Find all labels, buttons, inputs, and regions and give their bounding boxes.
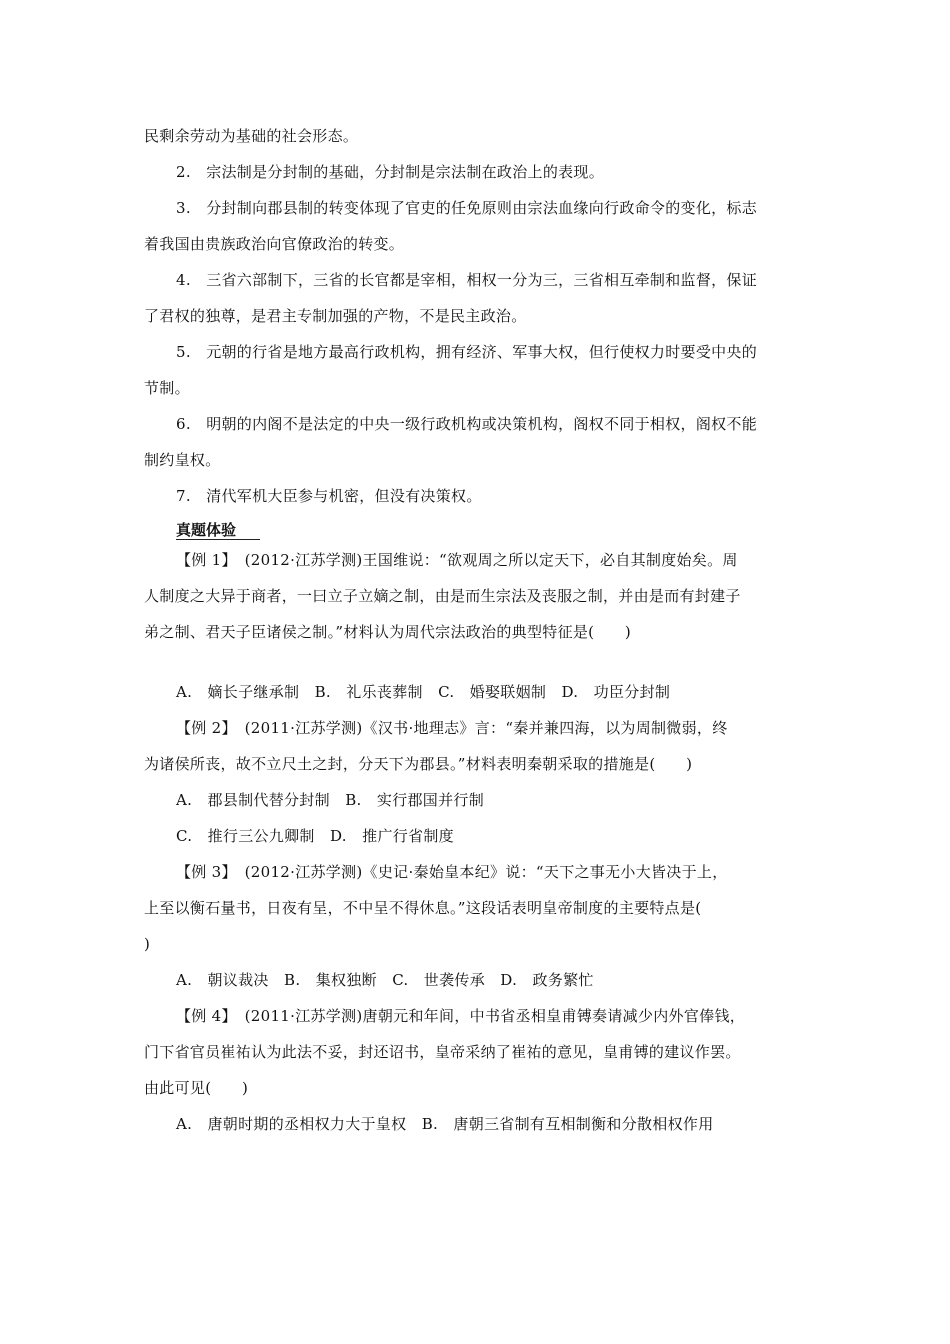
point-4: 4. 三省六部制下，三省的长官都是宰相，相权一分为三，三省相互牵制和监督，保证 [176,271,758,289]
example-4-cont: 门下省官员崔祐认为此法不妥，封还诏书，皇帝采纳了崔祐的意见，皇甫镈的建议作罢。 [144,1043,741,1061]
example-1-cont: 人制度之大异于商者，一曰立子立嫡之制，由是而生宗法及丧服之制，并由是而有封建子 [144,587,741,605]
point-2: 2. 宗法制是分封制的基础，分封制是宗法制在政治上的表现。 [176,163,605,181]
example-3-options: A. 朝议裁决 B. 集权独断 C. 世袭传承 D. 政务繁忙 [176,971,594,989]
point-3-cont: 着我国由贵族政治向官僚政治的转变。 [144,235,405,253]
section-heading [176,520,260,542]
example-3: 【例 3】 (2012·江苏学测)《史记·秦始皇本纪》说：“天下之事无小大皆决于上， [176,863,728,881]
point-6-cont: 制约皇权。 [144,451,221,469]
example-2: 【例 2】 (2011·江苏学测)《汉书·地理志》言：“秦并兼四海，以为周制微弱，终 [176,719,728,737]
example-2-options-2: C. 推行三公九卿制 D. 推广行省制度 [176,827,454,845]
heading-underline [176,539,260,540]
spacer [144,650,809,674]
example-1-cont: 弟之制、君天子臣诸侯之制。”材料认为周代宗法政治的典型特征是( ) [144,623,632,641]
example-4-options: A. 唐朝时期的丞相权力大于皇权 B. 唐朝三省制有互相制衡和分散相权作用 [176,1115,714,1133]
example-1-options: A. 嫡长子继承制 B. 礼乐丧葬制 C. 婚娶联姻制 D. 功臣分封制 [176,683,671,701]
example-3-cont: ) [144,935,151,953]
document-page [144,118,809,1142]
example-2-cont: 为诸侯所丧，故不立尺土之封，分天下为郡县。”材料表明秦朝采取的措施是( ) [144,755,693,773]
section-heading-text: 真题体验 [176,521,237,539]
example-4-cont: 由此可见( ) [144,1079,249,1097]
example-1: 【例 1】 (2012·江苏学测)王国维说：“欲观周之所以定天下，必自其制度始矣。周 [176,551,738,569]
text-line: 民剩余劳动为基础的社会形态。 [144,127,359,145]
point-7: 7. 清代军机大臣参与机密，但没有决策权。 [176,487,482,505]
example-2-options-1: A. 郡县制代替分封制 B. 实行郡国并行制 [176,791,484,809]
point-5-cont: 节制。 [144,379,190,397]
point-6: 6. 明朝的内阁不是法定的中央一级行政机构或决策机构，阁权不同于相权，阁权不能 [176,415,758,433]
example-4: 【例 4】 (2011·江苏学测)唐朝元和年间，中书省丞相皇甫镈奏请减少内外官俸钱， [176,1007,746,1025]
example-3-cont: 上至以衡石量书，日夜有呈，不中呈不得休息。”这段话表明皇帝制度的主要特点是( [144,899,702,917]
point-3: 3. 分封制向郡县制的转变体现了官吏的任免原则由宗法血缘向行政命令的变化，标志 [176,199,758,217]
point-4-cont: 了君权的独尊，是君主专制加强的产物，不是民主政治。 [144,307,527,325]
point-5: 5. 元朝的行省是地方最高行政机构，拥有经济、军事大权，但行使权力时要受中央的 [176,343,758,361]
